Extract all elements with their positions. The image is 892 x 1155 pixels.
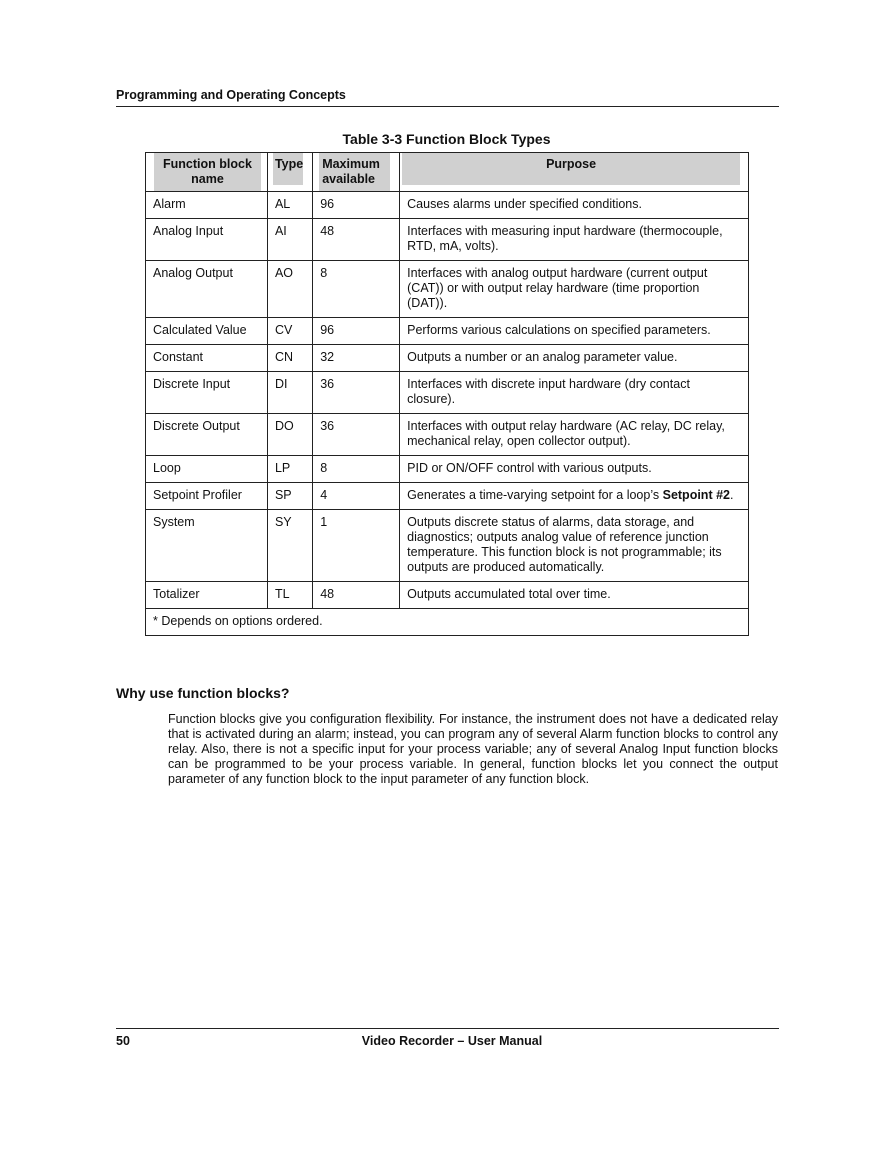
- cell-purpose: Interfaces with measuring input hardware (thermocouple, RTD, mA, volts).: [400, 219, 749, 261]
- page-header: Programming and Operating Concepts: [116, 88, 779, 107]
- purpose-bold-text: Setpoint #2: [662, 488, 730, 502]
- table-row: [146, 372, 749, 414]
- cell-purpose: Outputs discrete status of alarms, data storage, and diagnostics; outputs analog value of reference junction temperature. This function block is not programmable; its outputs are produced automatically.: [400, 510, 749, 582]
- cell-type: LP: [267, 456, 312, 483]
- cell-max: 96: [313, 192, 400, 219]
- table-row: [146, 456, 749, 483]
- cell-name: System: [146, 510, 268, 582]
- cell-max: 48: [313, 219, 400, 261]
- purpose-text: Generates a time-varying setpoint for a loop’s: [407, 488, 663, 502]
- cell-type: CN: [267, 345, 312, 372]
- cell-name: Constant: [146, 345, 268, 372]
- header-name-line1: Function block: [163, 157, 252, 171]
- cell-max: 8: [313, 456, 400, 483]
- header-max-line2: available: [322, 172, 376, 186]
- cell-max: 8: [313, 261, 400, 318]
- cell-max: 1: [313, 510, 400, 582]
- cell-type: DO: [267, 414, 312, 456]
- cell-max: 48: [313, 582, 400, 609]
- cell-name: Analog Input: [146, 219, 268, 261]
- table-row: [146, 414, 749, 456]
- table-note-row: [146, 609, 749, 636]
- table-row: [146, 219, 749, 261]
- header-name-line2: name: [191, 172, 224, 186]
- cell-name: Setpoint Profiler: [146, 483, 268, 510]
- header-type: [267, 153, 312, 192]
- header-type-label: Type: [274, 157, 304, 171]
- footer-title: Video Recorder – User Manual: [361, 1034, 543, 1048]
- section-heading: Why use function blocks?: [116, 685, 290, 701]
- cell-name: Totalizer: [146, 582, 268, 609]
- cell-purpose: [400, 483, 749, 510]
- header-function-block-name: [146, 153, 268, 192]
- cell-type: CV: [267, 318, 312, 345]
- footer-divider: [116, 1028, 779, 1029]
- cell-purpose: Interfaces with output relay hardware (AC relay, DC relay, mechanical relay, open collector output).: [400, 414, 749, 456]
- cell-name: Discrete Output: [146, 414, 268, 456]
- cell-name: Loop: [146, 456, 268, 483]
- cell-max: 36: [313, 414, 400, 456]
- table-row: [146, 483, 749, 510]
- cell-max: 36: [313, 372, 400, 414]
- cell-type: SP: [267, 483, 312, 510]
- table-row: [146, 318, 749, 345]
- cell-name: Discrete Input: [146, 372, 268, 414]
- cell-max: 4: [313, 483, 400, 510]
- cell-max: 32: [313, 345, 400, 372]
- cell-type: DI: [267, 372, 312, 414]
- cell-max: 96: [313, 318, 400, 345]
- cell-type: SY: [267, 510, 312, 582]
- table-row: [146, 261, 749, 318]
- cell-purpose: PID or ON/OFF control with various outputs.: [400, 456, 749, 483]
- purpose-text-end: .: [729, 488, 734, 502]
- cell-type: AL: [267, 192, 312, 219]
- cell-purpose: Performs various calculations on specified parameters.: [400, 318, 749, 345]
- cell-purpose: Outputs accumulated total over time.: [400, 582, 749, 609]
- cell-name: Calculated Value: [146, 318, 268, 345]
- header-purpose: [400, 153, 749, 192]
- function-block-table: [145, 152, 749, 636]
- header-maximum-available: [313, 153, 400, 192]
- table-note: * Depends on options ordered.: [146, 609, 749, 636]
- cell-purpose: Outputs a number or an analog parameter value.: [400, 345, 749, 372]
- cell-name: Analog Output: [146, 261, 268, 318]
- table-caption: Table 3-3 Function Block Types: [342, 131, 551, 147]
- header-max-line1: Maximum: [322, 157, 380, 171]
- table-header-row: [146, 153, 749, 192]
- cell-type: TL: [267, 582, 312, 609]
- table-row: [146, 345, 749, 372]
- body-paragraph: Function blocks give you configuration flexibility. For instance, the instrument does not have a dedicated relay that is activated during an alarm; instead, you can program any of several Alarm function blocks to control any relay. Also, there is not a specific input for your process variable; any of several Analog Input function blocks can be programmed to be your process variable. In general, function blocks let you connect the output parameter of any function block to the input parameter of any function block.: [168, 712, 778, 786]
- cell-purpose: Interfaces with discrete input hardware (dry contact closure).: [400, 372, 749, 414]
- cell-purpose: Causes alarms under specified conditions.: [400, 192, 749, 219]
- cell-name: Alarm: [146, 192, 268, 219]
- cell-type: AI: [267, 219, 312, 261]
- page-number: 50: [116, 1034, 130, 1048]
- table-row: [146, 582, 749, 609]
- table-row: [146, 510, 749, 582]
- cell-type: AO: [267, 261, 312, 318]
- cell-purpose: Interfaces with analog output hardware (current output (CAT)) or with output relay hardware (time proportion (DAT)).: [400, 261, 749, 318]
- header-purpose-label: Purpose: [546, 157, 597, 171]
- table-row: [146, 192, 749, 219]
